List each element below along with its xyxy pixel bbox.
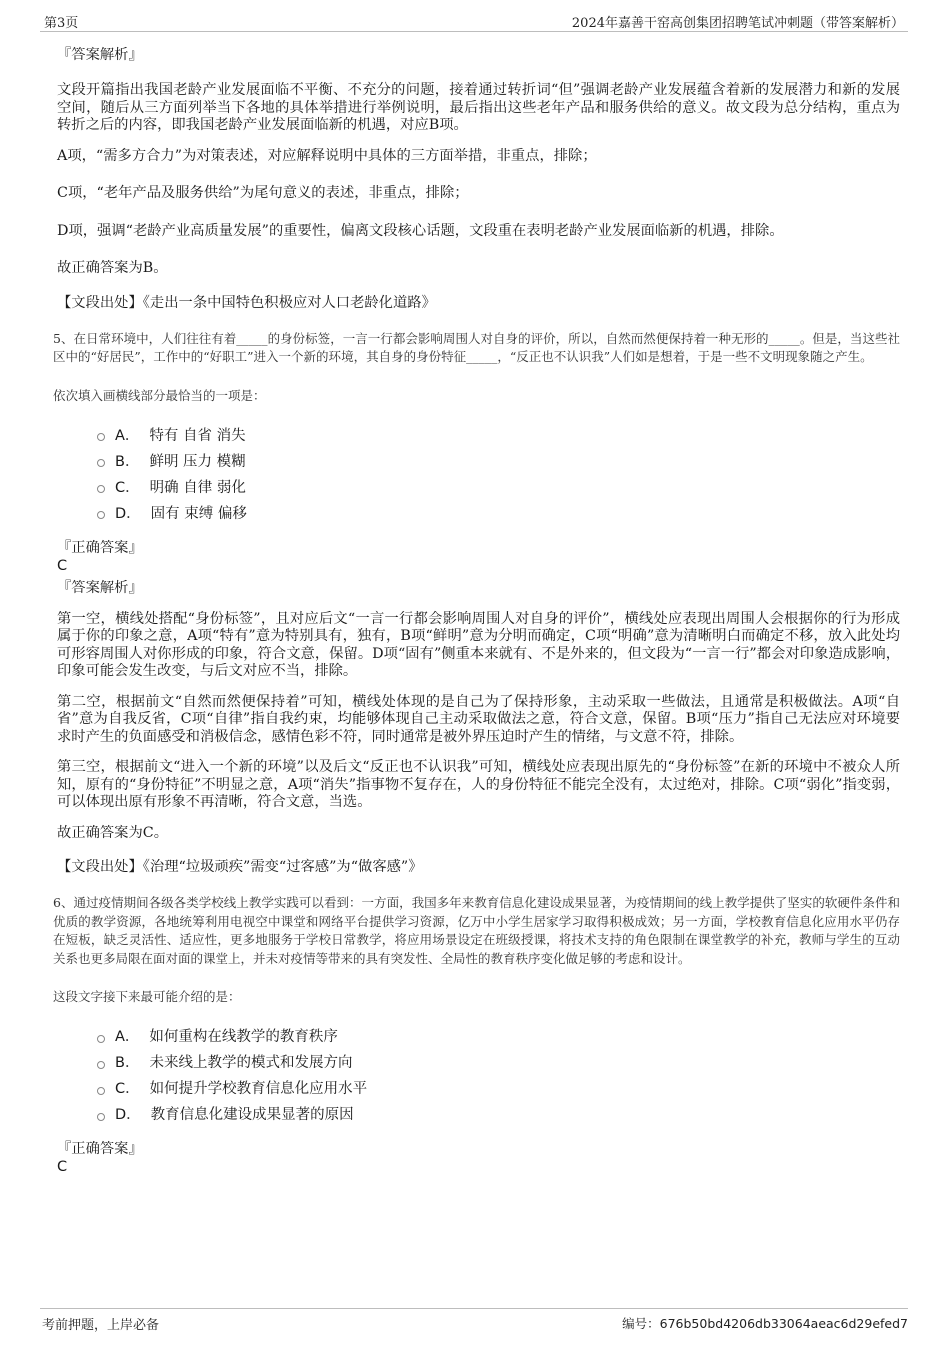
- passage-source: 【文段出处】《治理“垃圾顽疾”需变“过客感”为“做客感”》: [57, 859, 423, 875]
- correct-answer: C: [57, 1159, 68, 1175]
- option-letter: C．: [115, 479, 140, 496]
- radio-icon[interactable]: [97, 459, 105, 467]
- analysis-paragraph: A项，“需多方合力”为对策表述，对应解释说明中具体的三方面举措，非重点，排除；: [57, 147, 597, 164]
- option-text: 特有 自省 消失: [149, 427, 246, 444]
- analysis-paragraph: 第二空，根据前文“自然而然便保持着”可知，横线处体现的是自己为了保持形象，主动采取一些做法，且通常是积极做法。A项“自省”意为自我反省，C项“自律”指自我约束，均能够体现自己主动采取做法之意，符合文意，保留。B项“压力”指自己无法应对环境要求时产生的负面感受和消极信念，感情色彩不符，同时通常是被外界压迫时产生的情绪，与文意不符，排除。: [57, 693, 900, 745]
- correct-answer-label: 『正确答案』: [57, 539, 143, 556]
- document-id: 编号：676b50bd4206db33064aeac6d29efed7: [622, 1316, 908, 1331]
- option-text: 固有 束缚 偏移: [150, 505, 247, 522]
- radio-icon[interactable]: [97, 1087, 105, 1095]
- option-letter: B．: [115, 1055, 140, 1071]
- option-a[interactable]: [97, 423, 900, 449]
- question-stem: 5、在日常环境中，人们往往有着_____的身份标签，一言一行都会影响周围人对自身的评价，所以，自然而然便保持着一种无形的_____。但是，当这些社区中的“好居民”，工作中的“好职工”进入一个新的环境，其自身的身份特征_____，“反正也不认识我”人们如是想着，于是一些不文明现象随之产生。: [53, 330, 900, 364]
- option-text: 如何提升学校教育信息化应用水平: [149, 1081, 368, 1097]
- radio-icon[interactable]: [97, 1035, 105, 1043]
- option-a[interactable]: [97, 1024, 900, 1050]
- radio-icon[interactable]: [97, 1061, 105, 1069]
- option-letter: A．: [115, 427, 140, 444]
- option-text: 鲜明 压力 模糊: [149, 453, 246, 470]
- option-letter: D．: [115, 1107, 141, 1123]
- option-text: 如何重构在线教学的教育秩序: [149, 1029, 338, 1045]
- document-title: 2024年嘉善干窑高创集团招聘笔试冲刺题（带答案解析）: [571, 16, 904, 31]
- question-prompt: 这段文字接下来最可能介绍的是：: [53, 989, 241, 1004]
- radio-icon[interactable]: [97, 511, 105, 519]
- option-letter: A．: [115, 1029, 140, 1045]
- radio-icon[interactable]: [97, 1113, 105, 1121]
- page-footer: [40, 1308, 908, 1333]
- footer-slogan: 考前押题，上岸必备: [42, 1318, 160, 1333]
- analysis-paragraph: 故正确答案为C。: [57, 824, 169, 841]
- document-body: [53, 46, 900, 1180]
- option-text: 教育信息化建设成果显著的原因: [150, 1107, 354, 1123]
- passage-source: 【文段出处】《走出一条中国特色积极应对人口老龄化道路》: [57, 294, 436, 311]
- analysis-paragraph: D项，强调“老龄产业高质量发展”的重要性，偏离文段核心话题，文段重在表明老龄产业发展面临新的机遇，排除。: [57, 222, 784, 239]
- analysis-paragraph: 故正确答案为B。: [57, 260, 168, 276]
- question-stem: 6、通过疫情期间各级各类学校线上教学实践可以看到：一方面，我国多年来教育信息化建设成果显著，为疫情期间的线上教学提供了坚实的软硬件条件和优质的教学资源，各地统筹利用电视空中课堂和网络平台提供学习资源，亿万中小学生居家学习取得积极成效；另一方面，学校教育信息化应用水平仍存在短板，缺乏灵活性、适应性，更多地服务于学校日常教学，将应用场景设定在班级授课，将技术支持的角色限制在课堂教学的补充，教师与学生的互动关系也更多局限在面对面的课堂上，并未对疫情等带来的具有突发性、全局性的教育秩序变化做足够的考虑和设计。: [53, 895, 900, 966]
- option-list: [97, 1024, 900, 1128]
- radio-icon[interactable]: [97, 433, 105, 441]
- question-prompt: 依次填入画横线部分最恰当的一项是：: [53, 387, 266, 403]
- option-d[interactable]: [97, 1102, 900, 1128]
- option-b[interactable]: [97, 1050, 900, 1076]
- page-header: [40, 9, 908, 32]
- option-list: [97, 423, 900, 527]
- correct-answer-label: 『正确答案』: [57, 1141, 143, 1157]
- correct-answer: C: [57, 557, 68, 574]
- option-text: 未来线上教学的模式和发展方向: [149, 1055, 353, 1071]
- option-c[interactable]: [97, 475, 900, 501]
- option-letter: B．: [115, 453, 140, 470]
- analysis-paragraph: 第三空，根据前文“进入一个新的环境”以及后文“反正也不认识我”可知，横线处应表现出原先的“身份标签”在新的环境中不被众人所知，原有的“身份特征”不明显之意，A项“消失”指事物不复存在，人的身份特征不能完全没有，太过绝对，排除。C项“弱化”指变弱，可以体现出原有形象不再清晰，符合文意，当选。: [57, 759, 900, 810]
- option-letter: C．: [115, 1081, 140, 1097]
- option-text: 明确 自律 弱化: [149, 479, 246, 496]
- option-b[interactable]: [97, 449, 900, 475]
- option-d[interactable]: [97, 501, 900, 527]
- analysis-label: 『答案解析』: [57, 579, 143, 596]
- radio-icon[interactable]: [97, 485, 105, 493]
- option-letter: D．: [115, 505, 141, 522]
- analysis-paragraph: C项，“老年产品及服务供给”为尾句意义的表述，非重点，排除；: [57, 185, 469, 201]
- analysis-paragraph: 文段开篇指出我国老龄产业发展面临不平衡、不充分的问题，接着通过转折词“但”强调老龄产业发展蕴含着新的发展潜力和新的发展空间，随后从三方面列举当下各地的具体举措进行举例说明，最后指出这些老年产品和服务供给的意义。故文段为总分结构，重点为转折之后的内容，即我国老龄产业发展面临新的机遇，对应B项。: [57, 82, 900, 133]
- option-c[interactable]: [97, 1076, 900, 1102]
- page-number: 第3页: [44, 16, 79, 31]
- analysis-label: 『答案解析』: [57, 47, 143, 63]
- analysis-paragraph: 第一空，横线处搭配“身份标签”，且对应后文“一言一行都会影响周围人对自身的评价”，横线处应表现出周围人会根据你的行为形成属于你的印象之意，A项“特有”意为特别具有，独有，B项“鲜明”意为分明而确定，C项“明确”意为清晰明白而确定不移，放入此处均可形容周围人对你形成的印象，符合文意，保留。D项“固有”侧重本来就有、不是外来的，但文段为“一言一行”都会对印象造成影响，印象可能会发生改变，与后文对应不当，排除。: [57, 610, 900, 679]
